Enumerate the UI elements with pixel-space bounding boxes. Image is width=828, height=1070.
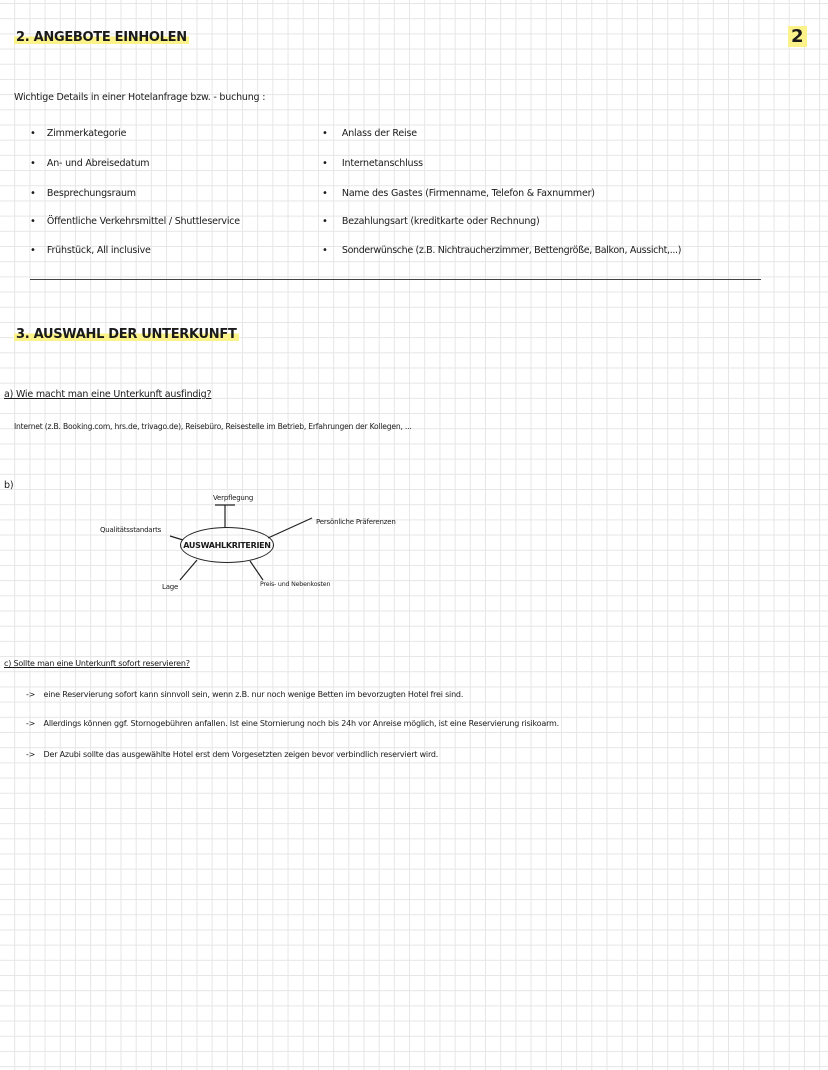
question-a: a) Wie macht man eine Unterkunft ausfindig? (4, 389, 212, 400)
connector-right (268, 518, 312, 538)
mindmap-center-node: AUSWAHLKRITERIEN (180, 527, 274, 563)
question-c: c) Sollte man eine Unterkunft sofort reservieren? (4, 659, 190, 668)
connector-bottom-right (250, 561, 263, 580)
list-item: • An- und Abreisedatum (30, 158, 150, 169)
list-item: • Internetanschluss (322, 158, 423, 169)
list-item: • Öffentliche Verkehrsmittel / Shuttleservice (30, 216, 240, 227)
list-item: • Besprechungsraum (30, 188, 136, 199)
mindmap-node-bottom-left: Lage (162, 583, 179, 591)
answer-c-item: -> eine Reservierung sofort kann sinnvoll sein, wenn z.B. nur noch wenige Betten im bevorzugten Hotel frei sind. (26, 690, 464, 699)
list-item: • Zimmerkategorie (30, 128, 127, 139)
list-item: • Sonderwünsche (z.B. Nichtraucherzimmer, Bettengröße, Balkon, Aussicht,...) (322, 245, 682, 256)
mindmap-node-left: Qualitätsstandarts (100, 526, 162, 534)
list-item: • Frühstück, All inclusive (30, 245, 151, 256)
arrow-icon: -> (26, 690, 36, 699)
list-item: • Bezahlungsart (kreditkarte oder Rechnung) (322, 216, 540, 227)
mindmap-node-bottom-right: Preis- und Nebenkosten (260, 581, 331, 588)
connector-bottom-left (180, 560, 197, 580)
mindmap-node-right: Persönliche Präferenzen (316, 518, 396, 526)
section3-title: 3. AUSWAHL DER UNTERKUNFT (16, 327, 237, 342)
page-number: 2 (788, 26, 807, 47)
section2-title: 2. ANGEBOTE EINHOLEN (16, 30, 187, 45)
section2-intro: Wichtige Details in einer Hotelanfrage bzw. - buchung : (14, 92, 266, 103)
label-b: b) (4, 480, 14, 491)
arrow-icon: -> (26, 750, 36, 759)
mindmap-node-top: Verpflegung (213, 494, 254, 502)
list-item: • Name des Gastes (Firmenname, Telefon & Faxnummer) (322, 188, 595, 199)
answer-c-item: -> Allerdings können ggf. Stornogebühren anfallen. Ist eine Stornierung noch bis 24h vor Anreise möglich, ist eine Reservierung risikoarm. (26, 719, 559, 728)
answer-a: Internet (z.B. Booking.com, hrs.de, trivago.de), Reisebüro, Reisestelle im Betrieb, Erfahrungen der Kollegen, ... (14, 422, 412, 431)
arrow-icon: -> (26, 719, 36, 728)
answer-c-item: -> Der Azubi sollte das ausgewählte Hotel erst dem Vorgesetzten zeigen bevor verbindlich reserviert wird. (26, 750, 439, 759)
list-item: • Anlass der Reise (322, 128, 417, 139)
